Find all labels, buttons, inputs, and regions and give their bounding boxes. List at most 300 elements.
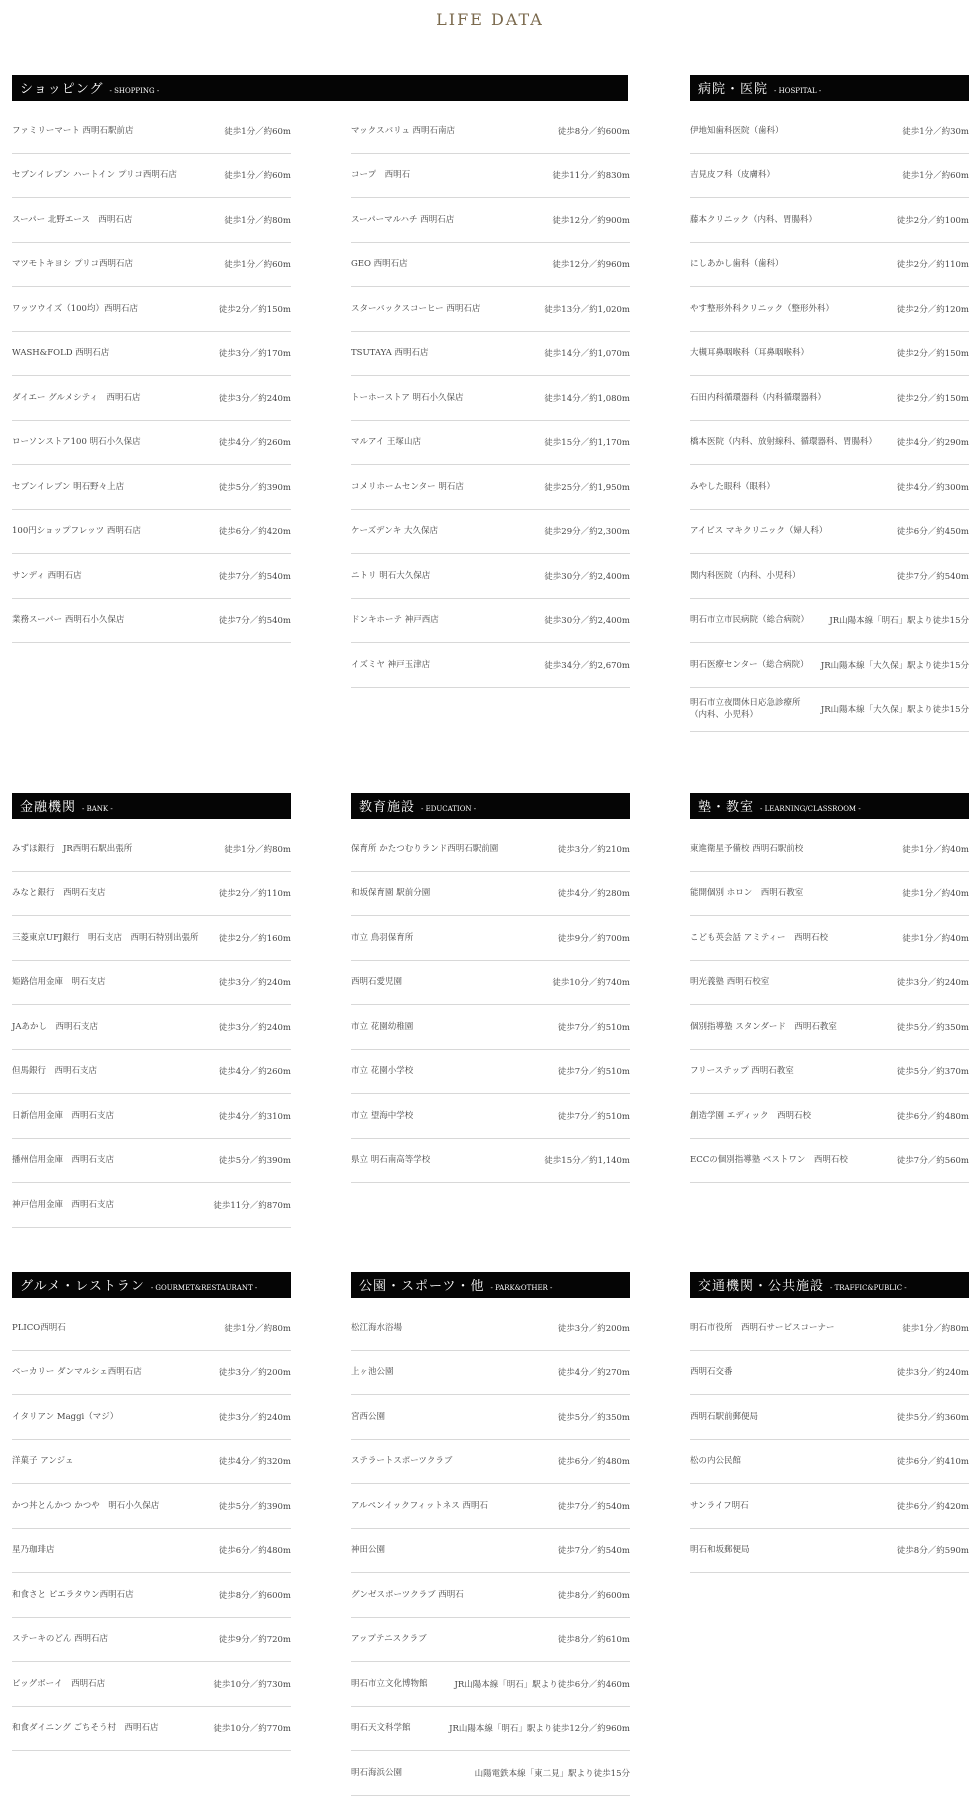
facility-distance: 徒歩3分／約240m	[218, 978, 291, 989]
list-item	[12, 465, 291, 510]
list-item	[351, 1050, 630, 1095]
list-item	[690, 827, 969, 872]
facility-distance: 徒歩5分／約350m	[896, 1022, 969, 1033]
facility-name: 石田内科循環器科（内科循環器科）	[690, 392, 827, 403]
list-item	[690, 872, 969, 917]
section-title: 金融機関	[20, 800, 77, 815]
list-item	[351, 554, 630, 599]
list-item	[351, 287, 630, 332]
section-header-bank	[12, 793, 291, 819]
list-item	[351, 872, 630, 917]
facility-name: ニトリ 明石大久保店	[351, 570, 431, 581]
section-title: 公園・スポーツ・他	[359, 1279, 485, 1294]
facility-distance: 徒歩8分／約610m	[557, 1635, 630, 1646]
list-item	[12, 1484, 291, 1529]
facility-name: スーパーマルハチ 西明石店	[351, 214, 455, 225]
traffic-section	[690, 1272, 969, 1573]
facility-distance: 徒歩25分／約1,950m	[544, 482, 630, 493]
list-item	[351, 421, 630, 466]
facility-distance: 徒歩4分／約290m	[896, 438, 969, 449]
list-item	[690, 1306, 969, 1351]
facility-distance: 山陽電鉄本線「東二見」駅より徒歩15分	[474, 1768, 630, 1779]
facility-name: ベーカリー ダンマルシェ西明石店	[12, 1367, 142, 1378]
section-subtitle: - SHOPPING -	[109, 87, 160, 95]
list-item	[351, 1707, 630, 1752]
list-item	[12, 872, 291, 917]
facility-name: スターバックスコーヒー 西明石店	[351, 303, 481, 314]
learning-section	[690, 793, 969, 1183]
shopping-list-1	[12, 109, 291, 643]
facility-distance: 徒歩12分／約960m	[552, 260, 630, 271]
facility-name: 東進衛星予備校 西明石駅前校	[690, 843, 804, 854]
facility-name: セブンイレブン ハートイン プリコ西明石店	[12, 170, 177, 181]
facility-name: 市立 花園幼稚園	[351, 1021, 414, 1032]
section-subtitle: - EDUCATION -	[421, 805, 477, 813]
facility-name: イタリアン Maggi（マジ）	[12, 1411, 119, 1422]
facility-name: ドンキホーテ 神戸西店	[351, 615, 439, 626]
facility-distance: 徒歩1分／約80m	[224, 1323, 291, 1334]
facility-name: 明石海浜公園	[351, 1767, 403, 1778]
facility-distance: 徒歩2分／約110m	[218, 889, 291, 900]
facility-name: 明光義塾 西明石校室	[690, 977, 770, 988]
facility-distance: 徒歩7分／約540m	[218, 616, 291, 627]
gourmet-section	[12, 1272, 291, 1751]
facility-distance: 徒歩11分／約830m	[552, 171, 630, 182]
section-title: グルメ・レストラン	[20, 1279, 145, 1294]
list-item	[12, 1707, 291, 1752]
facility-name: 上ヶ池公園	[351, 1367, 394, 1378]
facility-name: みずほ銀行 JR西明石駅出張所	[12, 843, 133, 854]
facility-distance: 徒歩6分／約420m	[896, 1501, 969, 1512]
list-item	[351, 1484, 630, 1529]
list-item	[351, 198, 630, 243]
facility-name: 但馬銀行 西明石支店	[12, 1066, 98, 1077]
list-item	[351, 510, 630, 555]
facility-distance: 徒歩2分／約110m	[896, 260, 969, 271]
facility-distance: 徒歩5分／約350m	[557, 1412, 630, 1423]
facility-name: やす整形外科クリニック（整形外科）	[690, 303, 834, 314]
section-header-park	[351, 1272, 630, 1298]
facility-name: 三菱東京UFJ銀行 明石支店 西明石特別出張所	[12, 932, 199, 943]
facility-distance: 徒歩10分／約730m	[213, 1679, 291, 1690]
facility-name: 神田公園	[351, 1545, 386, 1556]
facility-name: 市立 鳥羽保育所	[351, 932, 414, 943]
education-list	[351, 827, 630, 1183]
facility-name: みなと銀行 西明石支店	[12, 888, 106, 899]
facility-name: イズミヤ 神戸玉津店	[351, 659, 431, 670]
facility-name: かつ丼とんかつ かつや 明石小久保店	[12, 1500, 160, 1511]
gourmet-list	[12, 1306, 291, 1751]
facility-distance: 徒歩2分／約100m	[896, 215, 969, 226]
traffic-list	[690, 1306, 969, 1573]
list-item	[690, 421, 969, 466]
list-item	[351, 1395, 630, 1440]
list-item	[12, 1529, 291, 1574]
list-item	[12, 1618, 291, 1663]
list-item	[12, 198, 291, 243]
facility-distance: 徒歩14分／約1,070m	[544, 349, 630, 360]
facility-distance: 徒歩7分／約540m	[557, 1501, 630, 1512]
facility-distance: 徒歩1分／約60m	[224, 126, 291, 137]
list-item	[12, 287, 291, 332]
list-item	[351, 827, 630, 872]
facility-name: 明石和坂郵便局	[690, 1545, 750, 1556]
facility-name: トーホーストア 明石小久保店	[351, 392, 464, 403]
section-title: 病院・医院	[698, 82, 769, 97]
list-item	[351, 1440, 630, 1485]
list-item	[12, 916, 291, 961]
facility-name: ステラートスポーツクラブ	[351, 1456, 453, 1467]
park-section	[351, 1272, 630, 1796]
list-item	[690, 287, 969, 332]
facility-name: ローソンストア100 明石小久保店	[12, 437, 141, 448]
facility-distance: 徒歩1分／約30m	[902, 126, 969, 137]
list-item	[12, 510, 291, 555]
section-title: 塾・教室	[698, 800, 755, 815]
facility-distance: 徒歩1分／約40m	[902, 889, 969, 900]
facility-name: 業務スーパー 西明石小久保店	[12, 615, 125, 626]
facility-distance: 徒歩3分／約240m	[896, 1368, 969, 1379]
facility-distance: 徒歩7分／約510m	[557, 1111, 630, 1122]
section-header-shopping	[12, 75, 628, 101]
list-item	[12, 154, 291, 199]
bank-list	[12, 827, 291, 1228]
facility-distance: 徒歩1分／約60m	[902, 171, 969, 182]
facility-name: ビッグボーイ 西明石店	[12, 1678, 106, 1689]
facility-name: 星乃珈琲店	[12, 1545, 55, 1556]
facility-distance: 徒歩10分／約740m	[552, 978, 630, 989]
section-title: 教育施設	[359, 800, 416, 815]
facility-name: 宮西公園	[351, 1411, 386, 1422]
section-header-education	[351, 793, 630, 819]
facility-name: ワッツウイズ（100均）西明石店	[12, 303, 138, 314]
facility-distance: 徒歩5分／約390m	[218, 482, 291, 493]
list-item	[12, 1440, 291, 1485]
list-item	[12, 1183, 291, 1228]
list-item	[12, 1306, 291, 1351]
facility-name: スーパー 北野エース 西明石店	[12, 214, 133, 225]
list-item	[351, 1351, 630, 1396]
list-item	[690, 554, 969, 599]
facility-distance: 徒歩12分／約900m	[552, 215, 630, 226]
facility-distance: 徒歩2分／約150m	[896, 393, 969, 404]
list-item	[12, 109, 291, 154]
facility-name: 松江海水浴場	[351, 1322, 403, 1333]
facility-name: フリーステップ 西明石教室	[690, 1066, 794, 1077]
list-item	[351, 1573, 630, 1618]
facility-distance: 徒歩4分／約260m	[218, 438, 291, 449]
facility-name: 伊地知歯科医院（歯科）	[690, 125, 784, 136]
facility-distance: 徒歩4分／約260m	[218, 1067, 291, 1078]
facility-distance: 徒歩6分／約480m	[557, 1457, 630, 1468]
facility-distance: 徒歩7分／約510m	[557, 1067, 630, 1078]
section-subtitle: - LEARNING/CLASSROOM -	[760, 805, 861, 813]
list-item	[351, 1662, 630, 1707]
facility-name: 和食さと ピエラタウン西明石店	[12, 1589, 134, 1600]
facility-name: 明石市立夜間休日応急診療所 （内科、小児科）	[690, 698, 801, 721]
list-item	[12, 243, 291, 288]
facility-distance: 徒歩5分／約390m	[218, 1156, 291, 1167]
facility-name: WASH&FOLD 西明石店	[12, 348, 110, 359]
section-header-traffic	[690, 1272, 969, 1298]
facility-name: 姫路信用金庫 明石支店	[12, 977, 106, 988]
list-item	[690, 198, 969, 243]
facility-distance: 徒歩2分／約150m	[896, 349, 969, 360]
facility-name: 藤本クリニック（内科、胃腸科）	[690, 214, 817, 225]
shopping-list-2	[351, 109, 630, 688]
facility-name: 播州信用金庫 西明石支店	[12, 1155, 115, 1166]
list-item	[690, 1529, 969, 1574]
facility-distance: 徒歩5分／約370m	[896, 1067, 969, 1078]
facility-name: GEO 西明石店	[351, 259, 408, 270]
facility-distance: 徒歩7分／約560m	[896, 1156, 969, 1167]
facility-distance: 徒歩4分／約280m	[557, 889, 630, 900]
facility-distance: 徒歩14分／約1,080m	[544, 393, 630, 404]
list-item	[351, 376, 630, 421]
list-item	[690, 109, 969, 154]
list-item	[690, 1484, 969, 1529]
facility-distance: 徒歩8分／約600m	[557, 1590, 630, 1601]
list-item	[351, 1005, 630, 1050]
list-item	[351, 243, 630, 288]
facility-distance: JR山陽本線「大久保」駅より徒歩15分	[820, 705, 969, 716]
list-item	[12, 1094, 291, 1139]
list-item	[351, 154, 630, 199]
facility-distance: 徒歩1分／約80m	[224, 844, 291, 855]
facility-name: ダイエー グルメシティ 西明石店	[12, 392, 141, 403]
list-item	[690, 376, 969, 421]
facility-distance: 徒歩4分／約300m	[896, 482, 969, 493]
facility-name: コープ 西明石	[351, 170, 411, 181]
list-item	[351, 1094, 630, 1139]
list-item	[690, 1094, 969, 1139]
list-item	[12, 827, 291, 872]
facility-name: 明石市立市民病院（総合病院）	[690, 615, 810, 626]
facility-name: ケーズデンキ 大久保店	[351, 526, 438, 537]
facility-distance: 徒歩2分／約150m	[218, 304, 291, 315]
facility-name: 保育所 かたつむりランド西明石駅前園	[351, 843, 499, 854]
facility-distance: 徒歩3分／約240m	[218, 1022, 291, 1033]
facility-distance: JR山陽本線「明石」駅より徒歩15分	[829, 616, 969, 627]
facility-name: 市立 望海中学校	[351, 1110, 414, 1121]
facility-name: 西明石愛児園	[351, 977, 403, 988]
list-item	[690, 510, 969, 555]
list-item	[351, 961, 630, 1006]
list-item	[12, 961, 291, 1006]
facility-distance: 徒歩11分／約870m	[213, 1200, 291, 1211]
list-item	[351, 599, 630, 644]
list-item	[690, 1440, 969, 1485]
list-item	[12, 1573, 291, 1618]
facility-distance: 徒歩8分／約590m	[896, 1546, 969, 1557]
facility-distance: 徒歩3分／約200m	[218, 1368, 291, 1379]
list-item	[690, 465, 969, 510]
list-item	[12, 421, 291, 466]
list-item	[690, 599, 969, 644]
section-subtitle: - BANK -	[82, 805, 113, 813]
facility-name: アルペンイックフィットネス 西明石	[351, 1500, 489, 1511]
facility-distance: 徒歩6分／約480m	[218, 1546, 291, 1557]
facility-distance: 徒歩7分／約540m	[896, 571, 969, 582]
facility-name: 吉見皮フ科（皮膚科）	[690, 170, 776, 181]
section-title: ショッピング	[20, 82, 104, 97]
facility-name: 100円ショップフレッツ 西明石店	[12, 526, 141, 537]
facility-distance: 徒歩29分／約2,300m	[544, 527, 630, 538]
list-item	[351, 1139, 630, 1184]
park-list	[351, 1306, 630, 1796]
facility-distance: 徒歩5分／約390m	[218, 1501, 291, 1512]
facility-name: 和坂保育園 駅前分園	[351, 888, 431, 899]
list-item	[351, 1529, 630, 1574]
facility-distance: 徒歩6分／約450m	[896, 527, 969, 538]
facility-name: 創造学園 エディック 西明石校	[690, 1110, 812, 1121]
shopping-section	[12, 75, 628, 101]
facility-name: 洋菓子 アンジェ	[12, 1456, 74, 1467]
hospital-section	[690, 75, 969, 732]
facility-name: みやした眼科（眼科）	[690, 481, 776, 492]
section-subtitle: - HOSPITAL -	[774, 87, 822, 95]
facility-name: 明石市立文化博物館	[351, 1678, 428, 1689]
facility-distance: 徒歩13分／約1,020m	[544, 304, 630, 315]
list-item	[351, 109, 630, 154]
list-item	[351, 916, 630, 961]
facility-distance: 徒歩7分／約540m	[557, 1546, 630, 1557]
section-subtitle: - PARK&OTHER -	[490, 1284, 553, 1292]
list-item	[690, 961, 969, 1006]
facility-distance: 徒歩6分／約420m	[218, 527, 291, 538]
facility-distance: JR山陽本線「大久保」駅より徒歩15分	[820, 660, 969, 671]
facility-distance: JR山陽本線「明石」駅より徒歩12分／約960m	[449, 1724, 630, 1735]
facility-distance: 徒歩4分／約310m	[218, 1111, 291, 1122]
facility-distance: 徒歩1分／約60m	[224, 260, 291, 271]
facility-name: 市立 花園小学校	[351, 1066, 414, 1077]
section-header-hospital	[690, 75, 969, 101]
facility-name: 大槻耳鼻咽喉科（耳鼻咽喉科）	[690, 348, 810, 359]
facility-distance: 徒歩1分／約40m	[902, 933, 969, 944]
list-item	[690, 916, 969, 961]
facility-name: 神戸信用金庫 西明石支店	[12, 1199, 115, 1210]
facility-name: サンライフ明石	[690, 1500, 749, 1511]
list-item	[690, 1395, 969, 1440]
facility-distance: 徒歩3分／約240m	[218, 393, 291, 404]
facility-name: セブンイレブン 明石野々上店	[12, 481, 125, 492]
list-item	[690, 243, 969, 288]
facility-name: PLICO西明石	[12, 1322, 66, 1333]
facility-name: 能開個別 ホロン 西明石教室	[690, 888, 804, 899]
facility-name: 関内科医院（内科、小児科）	[690, 570, 801, 581]
facility-distance: 徒歩1分／約60m	[224, 171, 291, 182]
facility-name: 日新信用金庫 西明石支店	[12, 1110, 115, 1121]
facility-distance: 徒歩5分／約360m	[896, 1412, 969, 1423]
facility-distance: 徒歩1分／約80m	[902, 1323, 969, 1334]
list-item	[12, 1050, 291, 1095]
list-item	[12, 1139, 291, 1184]
facility-distance: 徒歩3分／約170m	[218, 349, 291, 360]
facility-name: 橋本医院（内科、放射線科、循環器科、胃腸科）	[690, 437, 878, 448]
facility-name: 西明石交番	[690, 1367, 733, 1378]
facility-distance: 徒歩6分／約480m	[896, 1111, 969, 1122]
list-item	[351, 332, 630, 377]
facility-distance: 徒歩15分／約1,140m	[544, 1156, 630, 1167]
facility-distance: 徒歩15分／約1,170m	[544, 438, 630, 449]
list-item	[12, 1662, 291, 1707]
list-item	[12, 332, 291, 377]
list-item	[351, 643, 630, 688]
facility-name: マルアイ 王塚山店	[351, 437, 421, 448]
list-item	[690, 688, 969, 733]
facility-distance: 徒歩8分／約600m	[557, 126, 630, 137]
section-subtitle: - GOURMET&RESTAURANT -	[150, 1284, 258, 1292]
facility-distance: 徒歩3分／約240m	[218, 1412, 291, 1423]
facility-distance: 徒歩9分／約720m	[218, 1635, 291, 1646]
facility-name: マックスバリュ 西明石南店	[351, 125, 456, 136]
facility-name: ファミリーマート 西明石駅前店	[12, 125, 134, 136]
facility-name: 西明石駅前郵便局	[690, 1411, 759, 1422]
list-item	[690, 154, 969, 199]
list-item	[12, 1005, 291, 1050]
facility-name: 明石市役所 西明石サービスコーナー	[690, 1322, 835, 1333]
facility-distance: 徒歩3分／約240m	[896, 978, 969, 989]
list-item	[690, 1139, 969, 1184]
facility-name: TSUTAYA 西明石店	[351, 348, 429, 359]
list-item	[351, 465, 630, 510]
facility-name: 松の内公民館	[690, 1456, 742, 1467]
learning-list	[690, 827, 969, 1183]
facility-name: 明石医療センター（総合病院）	[690, 659, 809, 670]
hospital-list	[690, 109, 969, 732]
section-subtitle: - TRAFFIC&PUBLIC -	[830, 1284, 907, 1292]
list-item	[351, 1751, 630, 1796]
list-item	[690, 643, 969, 688]
facility-name: 和食ダイニング ごちそう村 西明石店	[12, 1723, 159, 1734]
section-header-gourmet	[12, 1272, 291, 1298]
facility-name: ステーキのどん 西明石店	[12, 1634, 109, 1645]
facility-name: マツモトキヨシ プリコ西明石店	[12, 259, 133, 270]
section-header-learning	[690, 793, 969, 819]
facility-distance: 徒歩1分／約40m	[902, 844, 969, 855]
facility-name: にしあかし歯科（歯科）	[690, 259, 784, 270]
list-item	[690, 1351, 969, 1396]
facility-distance: 徒歩3分／約200m	[557, 1323, 630, 1334]
page-title: LIFE DATA	[436, 10, 544, 29]
facility-name: アップテニスクラブ	[351, 1634, 427, 1645]
facility-distance: 徒歩30分／約2,400m	[544, 571, 630, 582]
facility-distance: 徒歩7分／約510m	[557, 1022, 630, 1033]
facility-distance: 徒歩1分／約80m	[224, 215, 291, 226]
facility-name: アイビス マキクリニック（婦人科）	[690, 526, 828, 537]
facility-distance: 徒歩4分／約270m	[557, 1368, 630, 1379]
facility-distance: 徒歩6分／約410m	[896, 1457, 969, 1468]
facility-name: サンディ 西明石店	[12, 570, 82, 581]
list-item	[351, 1618, 630, 1663]
facility-distance: 徒歩30分／約2,400m	[544, 616, 630, 627]
facility-name: グンゼスポーツクラブ 西明石	[351, 1589, 464, 1600]
facility-name: 個別指導塾 スタンダード 西明石教室	[690, 1021, 837, 1032]
section-title: 交通機関・公共施設	[698, 1279, 825, 1294]
list-item	[12, 599, 291, 644]
facility-name: ECCの個別指導塾 ベストワン 西明石校	[690, 1155, 848, 1166]
facility-name: JAあかし 西明石支店	[12, 1021, 99, 1032]
facility-distance: 徒歩34分／約2,670m	[544, 660, 630, 671]
facility-distance: 徒歩7分／約540m	[218, 571, 291, 582]
bank-section	[12, 793, 291, 1228]
list-item	[12, 1395, 291, 1440]
facility-distance: 徒歩2分／約160m	[218, 933, 291, 944]
list-item	[690, 332, 969, 377]
facility-name: 明石天文科学館	[351, 1723, 411, 1734]
facility-distance: 徒歩10分／約770m	[213, 1724, 291, 1735]
facility-name: こども英会話 アミティー 西明石校	[690, 932, 829, 943]
